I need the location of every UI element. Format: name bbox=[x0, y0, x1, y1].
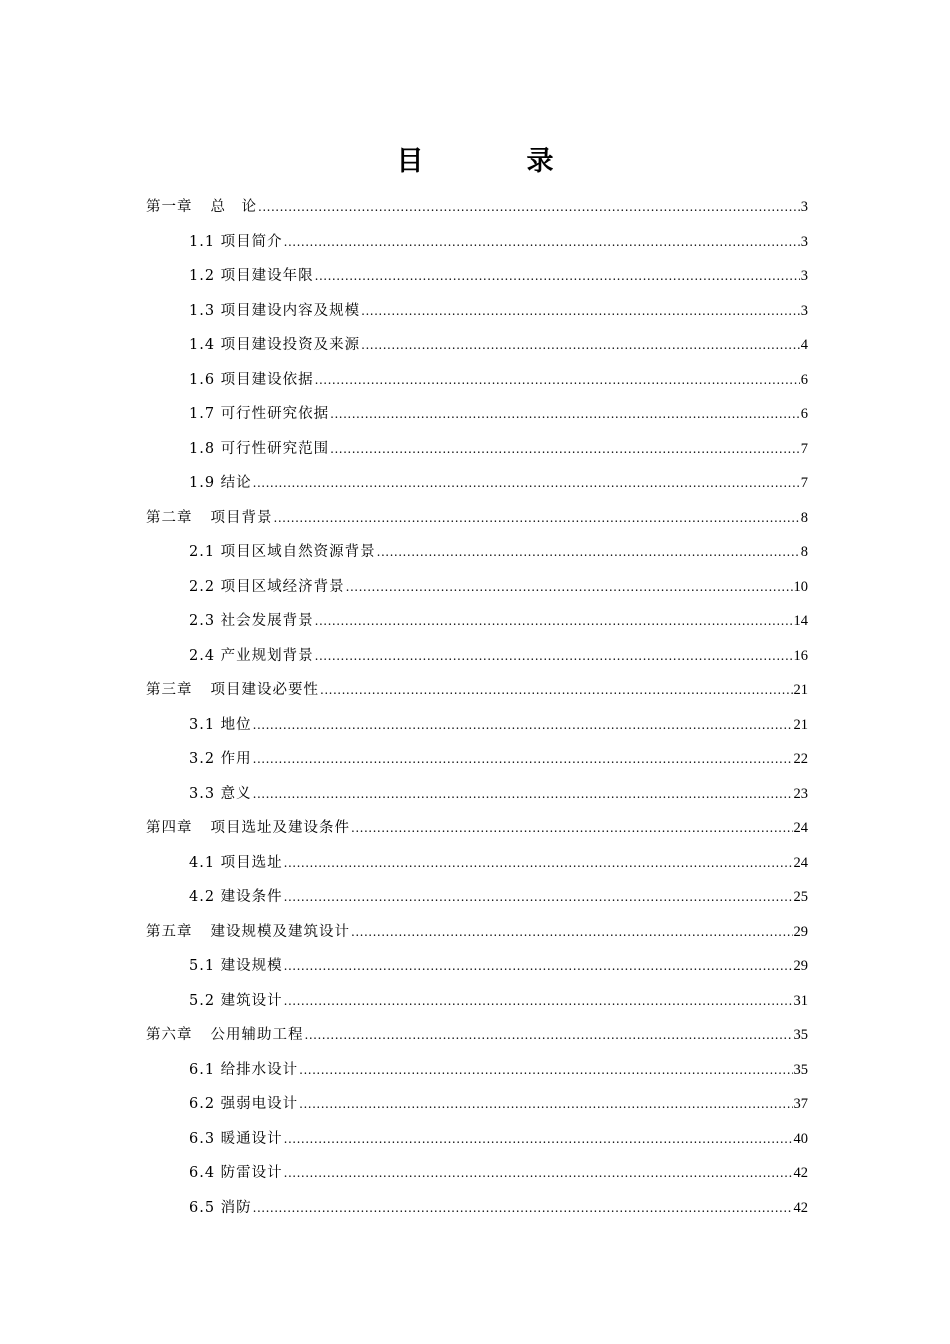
toc-dot-leader bbox=[284, 1156, 793, 1191]
toc-page-number: 7 bbox=[800, 440, 808, 457]
toc-dot-leader bbox=[315, 639, 793, 674]
toc-entry-title bbox=[146, 673, 319, 708]
toc-dot-leader bbox=[253, 777, 793, 812]
toc-section-entry[interactable] bbox=[146, 225, 808, 260]
toc-section-entry[interactable] bbox=[146, 294, 808, 329]
toc-page-number: 42 bbox=[793, 1165, 808, 1181]
toc-chapter-number: 第二章 bbox=[146, 509, 193, 526]
toc-section-label: 1.1 项目简介 bbox=[189, 233, 283, 250]
toc-dot-leader bbox=[299, 1053, 792, 1088]
toc-section-entry[interactable] bbox=[146, 984, 808, 1019]
toc-chapter-number: 第六章 bbox=[146, 1027, 193, 1043]
toc-dot-leader bbox=[351, 811, 793, 846]
toc-page-number: 6 bbox=[800, 371, 808, 388]
toc-entry-title bbox=[189, 639, 314, 674]
toc-section-label: 6.1 给排水设计 bbox=[189, 1061, 299, 1078]
toc-dot-leader bbox=[315, 604, 793, 639]
toc-section-label: 6.2 强弱电设计 bbox=[189, 1096, 299, 1112]
toc-page-number: 23 bbox=[793, 785, 808, 802]
toc-entry-title bbox=[189, 535, 376, 570]
toc-chapter-number: 第四章 bbox=[146, 820, 193, 836]
toc-dot-leader bbox=[330, 432, 800, 467]
toc-page-number: 8 bbox=[800, 509, 808, 526]
toc-section-entry[interactable] bbox=[146, 1156, 808, 1191]
toc-dot-leader bbox=[253, 466, 800, 501]
toc-section-label: 3.1 地位 bbox=[189, 716, 252, 733]
toc-dot-leader bbox=[253, 1191, 793, 1226]
toc-section-entry[interactable] bbox=[146, 708, 808, 743]
toc-page-number: 25 bbox=[793, 889, 808, 905]
toc-section-entry[interactable] bbox=[146, 742, 808, 777]
toc-section-entry[interactable] bbox=[146, 846, 808, 881]
toc-section-label: 6.3 暖通设计 bbox=[189, 1130, 283, 1147]
toc-page-number: 31 bbox=[793, 992, 808, 1009]
toc-chapter-entry[interactable] bbox=[146, 190, 808, 225]
toc-chapter-number: 第三章 bbox=[146, 682, 193, 698]
toc-page-number: 29 bbox=[793, 923, 808, 940]
toc-page-number: 24 bbox=[793, 854, 808, 871]
toc-chapter-label: 公用辅助工程 bbox=[210, 1027, 304, 1043]
toc-section-label: 5.1 建设规模 bbox=[189, 958, 283, 974]
toc-section-entry[interactable] bbox=[146, 432, 808, 467]
toc-page-number: 22 bbox=[793, 751, 808, 767]
toc-entry-title bbox=[189, 949, 283, 984]
toc-section-entry[interactable] bbox=[146, 949, 808, 984]
toc-page-number: 3 bbox=[800, 268, 808, 284]
toc-chapter-entry[interactable] bbox=[146, 811, 808, 846]
toc-dot-leader bbox=[305, 1018, 793, 1053]
toc-entry-title bbox=[146, 915, 350, 950]
toc-page-number: 42 bbox=[793, 1199, 808, 1216]
toc-section-entry[interactable] bbox=[146, 570, 808, 605]
toc-section-label: 2.3 社会发展背景 bbox=[189, 613, 314, 629]
toc-page-number: 7 bbox=[800, 475, 808, 491]
toc-section-label: 1.7 可行性研究依据 bbox=[189, 406, 330, 422]
toc-dot-leader bbox=[315, 363, 800, 398]
toc-page-number: 29 bbox=[793, 958, 808, 974]
toc-section-label: 1.6 项目建设依据 bbox=[189, 371, 314, 388]
toc-section-label: 2.4 产业规划背景 bbox=[189, 647, 314, 664]
toc-section-entry[interactable] bbox=[146, 397, 808, 432]
toc-section-entry[interactable] bbox=[146, 1122, 808, 1157]
toc-page-number: 35 bbox=[793, 1027, 808, 1043]
toc-section-label: 3.3 意义 bbox=[189, 785, 252, 802]
toc-dot-leader bbox=[361, 328, 800, 363]
toc-page-number: 3 bbox=[800, 233, 808, 250]
toc-dot-leader bbox=[361, 294, 800, 329]
toc-chapter-label: 总 论 bbox=[210, 199, 257, 215]
table-of-contents bbox=[146, 190, 808, 1225]
toc-section-label: 1.8 可行性研究范围 bbox=[189, 440, 330, 457]
toc-dot-leader bbox=[284, 225, 800, 260]
toc-section-label: 4.1 项目选址 bbox=[189, 854, 283, 871]
toc-entry-title bbox=[189, 294, 360, 329]
toc-section-entry[interactable] bbox=[146, 259, 808, 294]
toc-entry-title bbox=[189, 846, 283, 881]
toc-dot-leader bbox=[315, 259, 800, 294]
toc-page-number: 35 bbox=[793, 1061, 808, 1078]
toc-section-entry[interactable] bbox=[146, 363, 808, 398]
toc-entry-title bbox=[189, 1087, 298, 1122]
toc-dot-leader bbox=[284, 846, 793, 881]
toc-entry-title bbox=[146, 1018, 304, 1053]
toc-section-entry[interactable] bbox=[146, 1053, 808, 1088]
toc-page-number: 3 bbox=[800, 302, 808, 319]
toc-chapter-label: 项目背景 bbox=[210, 509, 273, 526]
toc-page-number: 21 bbox=[793, 716, 808, 733]
toc-section-label: 1.3 项目建设内容及规模 bbox=[189, 302, 361, 319]
toc-dot-leader bbox=[377, 535, 800, 570]
toc-dot-leader bbox=[346, 570, 793, 605]
toc-entry-title bbox=[189, 880, 283, 915]
toc-page-number: 37 bbox=[793, 1096, 808, 1112]
toc-section-label: 5.2 建筑设计 bbox=[189, 992, 283, 1009]
toc-entry-title bbox=[189, 259, 314, 294]
toc-entry-title bbox=[189, 984, 283, 1019]
toc-entry-title bbox=[189, 225, 283, 260]
toc-page-number: 3 bbox=[800, 199, 808, 215]
toc-chapter-entry[interactable] bbox=[146, 915, 808, 950]
toc-section-label: 3.2 作用 bbox=[189, 751, 252, 767]
toc-section-entry[interactable] bbox=[146, 639, 808, 674]
toc-dot-leader bbox=[253, 742, 793, 777]
toc-page-number: 16 bbox=[793, 647, 808, 664]
toc-section-label: 6.4 防雷设计 bbox=[189, 1165, 283, 1181]
toc-dot-leader bbox=[320, 673, 793, 708]
toc-entry-title bbox=[189, 1191, 252, 1226]
toc-entry-title bbox=[146, 811, 350, 846]
toc-section-entry[interactable] bbox=[146, 604, 808, 639]
toc-entry-title bbox=[189, 708, 252, 743]
toc-section-label: 6.5 消防 bbox=[189, 1199, 252, 1216]
toc-entry-title bbox=[146, 190, 257, 225]
toc-dot-leader bbox=[284, 949, 793, 984]
page-title: 目 录 bbox=[396, 146, 592, 177]
toc-entry-title bbox=[189, 742, 252, 777]
toc-entry-title bbox=[189, 1053, 298, 1088]
toc-section-label: 2.2 项目区域经济背景 bbox=[189, 578, 345, 595]
toc-section-label: 1.4 项目建设投资及来源 bbox=[189, 337, 361, 353]
toc-dot-leader bbox=[284, 984, 793, 1019]
toc-entry-title bbox=[189, 432, 329, 467]
toc-entry-title bbox=[189, 328, 360, 363]
toc-dot-leader bbox=[299, 1087, 792, 1122]
toc-page-number: 6 bbox=[800, 406, 808, 422]
toc-dot-leader bbox=[253, 708, 793, 743]
toc-entry-title bbox=[189, 570, 345, 605]
toc-chapter-label: 项目选址及建设条件 bbox=[210, 820, 350, 836]
toc-entry-title bbox=[189, 777, 252, 812]
toc-page-number: 21 bbox=[793, 682, 808, 698]
toc-page-number: 4 bbox=[800, 337, 808, 353]
toc-dot-leader bbox=[330, 397, 800, 432]
toc-entry-title bbox=[189, 1156, 283, 1191]
toc-chapter-label: 项目建设必要性 bbox=[210, 682, 319, 698]
toc-entry-title bbox=[189, 397, 329, 432]
toc-section-label: 2.1 项目区域自然资源背景 bbox=[189, 544, 376, 560]
toc-section-label: 1.2 项目建设年限 bbox=[189, 268, 314, 284]
toc-dot-leader bbox=[258, 190, 800, 225]
toc-section-entry[interactable] bbox=[146, 1087, 808, 1122]
toc-entry-title bbox=[189, 363, 314, 398]
toc-dot-leader bbox=[284, 880, 793, 915]
toc-chapter-number: 第一章 bbox=[146, 199, 193, 215]
toc-section-entry[interactable] bbox=[146, 880, 808, 915]
toc-section-label: 4.2 建设条件 bbox=[189, 889, 283, 905]
toc-section-entry[interactable] bbox=[146, 328, 808, 363]
toc-entry-title bbox=[189, 604, 314, 639]
toc-section-entry[interactable] bbox=[146, 535, 808, 570]
toc-page-number: 8 bbox=[800, 544, 808, 560]
toc-chapter-label: 建设规模及建筑设计 bbox=[210, 923, 350, 940]
toc-section-entry[interactable] bbox=[146, 777, 808, 812]
toc-chapter-number: 第五章 bbox=[146, 923, 193, 940]
toc-dot-leader bbox=[274, 501, 800, 536]
toc-page-number: 24 bbox=[793, 820, 808, 836]
toc-section-label: 1.9 结论 bbox=[189, 475, 252, 491]
toc-dot-leader bbox=[284, 1122, 793, 1157]
toc-page-number: 10 bbox=[793, 578, 808, 595]
toc-entry-title bbox=[189, 1122, 283, 1157]
toc-entry-title bbox=[189, 466, 252, 501]
toc-entry-title bbox=[146, 501, 273, 536]
toc-chapter-entry[interactable] bbox=[146, 673, 808, 708]
toc-chapter-entry[interactable] bbox=[146, 501, 808, 536]
toc-chapter-entry[interactable] bbox=[146, 1018, 808, 1053]
toc-section-entry[interactable] bbox=[146, 466, 808, 501]
toc-page-number: 40 bbox=[793, 1130, 808, 1147]
toc-page-number: 14 bbox=[793, 613, 808, 629]
toc-section-entry[interactable] bbox=[146, 1191, 808, 1226]
toc-dot-leader bbox=[351, 915, 793, 950]
